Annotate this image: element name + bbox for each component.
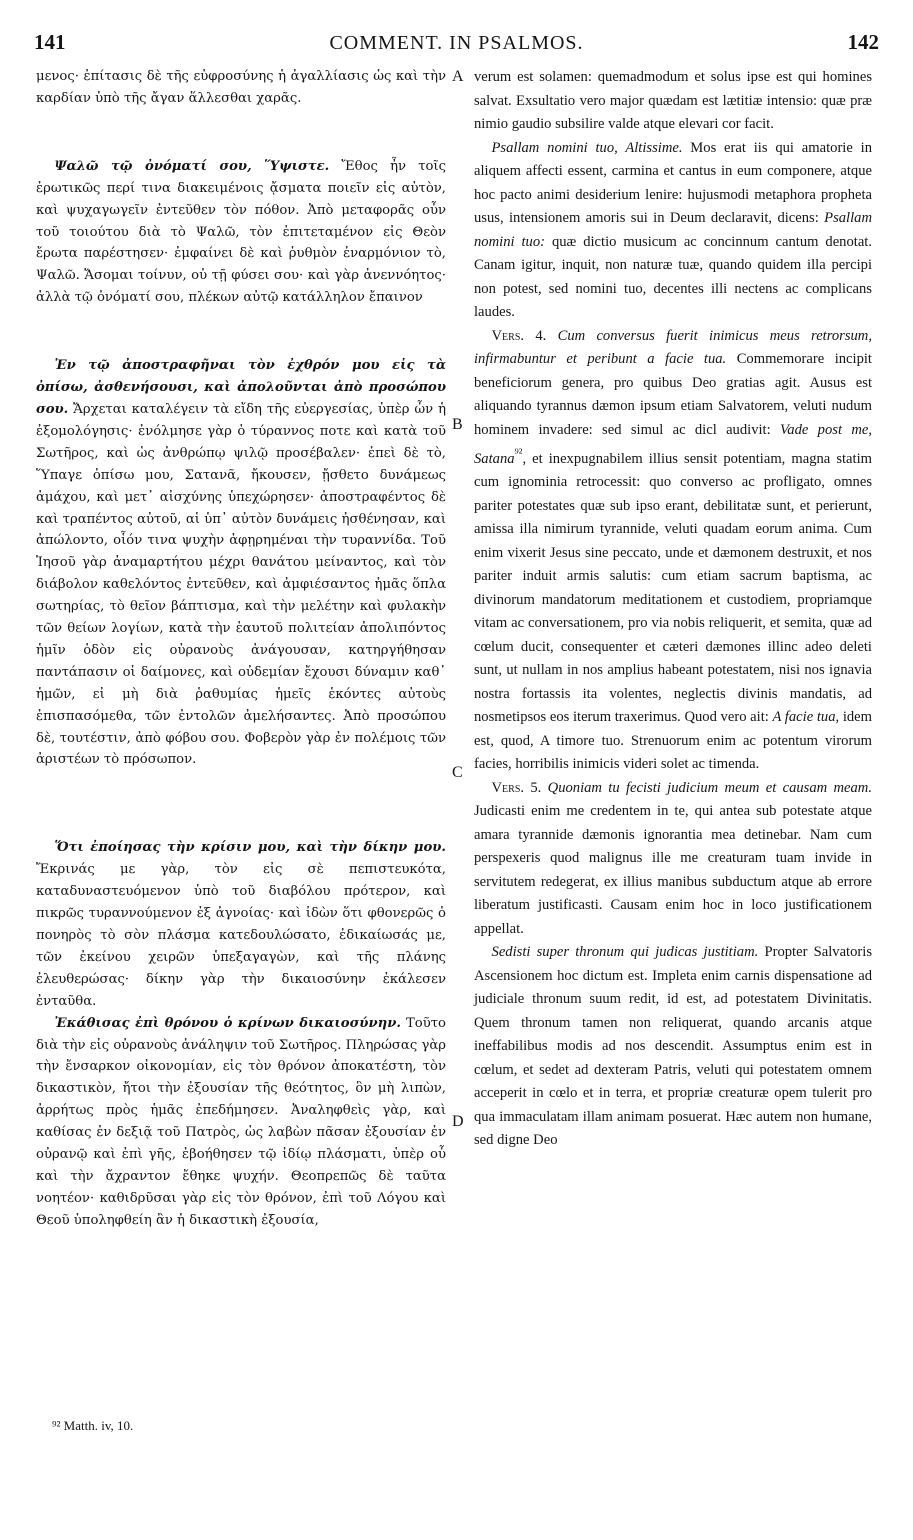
latin-paragraph: Sedisti super thronum qui judicas justitiam. Propter Salvatoris Ascensionem hoc dictum est. Impleta enim carnis dispensatione ad judiciale thronum suum redit, id est, ad potestatem Divinitatis. Quem thronum tamen non reliquerat, quando arcanis atque ineffabilibus modis ad nos descendit. Assumptus enim est in cœlum, et sedet ad dexteram Patris, veluti qui potestatem omnem acceperit in cœlo et in terra, et propriæ creaturæ opem tulerit pro qua immaculatam illam animam posuerat. Hæc autem non humane, sed digne Deo <box>474 944 872 1149</box>
footnote-ref: ⁹² <box>514 446 523 460</box>
greek-paragraph <box>36 156 446 309</box>
footnote: ⁹² Matth. iv, 10. <box>52 1418 134 1433</box>
greek-paragraph <box>36 1013 446 1232</box>
greek-lemma: Ψαλῶ τῷ ὀνόματί σου, Ὕψιστε. <box>54 158 330 174</box>
latin-lemma: Psallam nomini tuo, Altissime. <box>491 139 683 156</box>
running-title: COMMENT. IN PSALMOS. <box>329 32 584 54</box>
latin-quote: A facie tua <box>772 709 836 726</box>
greek-commentary: Ἄρχεται καταλέγειν τὰ εἴδη τῆς εὐεργεσίας, ὑπὲρ ὧν ἡ ἐξομολόγησις· ἐνόλμησε γὰρ ὁ τύραννος ποτε καὶ κατὰ τοῦ Σωτῆρος, καὶ ὡς ἀνθρώπῳ ψιλῷ προσέβαλεν· ἐπεὶ δὲ τὸ, Ὕπαγε ὀπίσω μου, Σατανᾶ, ἤκουσεν, ᾔσθετο δυνάμεως ἀμάχου, καὶ μετ᾽ αἰσχύνης ὑπεχώρησεν· ἀποστραφέντος δὲ καὶ τραπέντος αὐτοῦ, αἱ ὑπ᾽ αὐτὸν δυνάμεις ἠσθένησαν, καὶ ἀπώλοντο, οἷόν τινα ψυχὴν ἀφῃρημέναι τὴν τυραννίδα. Τοῦ Ἰησοῦ γὰρ ἀναμαρτήτου μέχρι θανάτου μείναντος, καὶ τὸν διάβολον καθελόντος ἐντεῦθεν, καὶ ἀμφιέσαντος ἡμᾶς ὅπλα σωτηρίας, τὸ θεῖον βάπτισμα, καὶ τὴν μελέτην καὶ φυλακὴν τῶν θείων λογίων, κατὰ τὴν ἑαυτοῦ πολιτείαν ἀπολιπόντος ἡμῖν ὁδὸν εἰς οὐρανοὺς ἀνάγουσαν, κατηργήθησαν παντάπασιν οἱ δαίμονες, καὶ οὐδεμίαν ἔχουσι δύναμιν καθ᾽ ἡμῶν, εἰ μὴ διὰ ῥαθυμίας ἡμεῖς ἑκόντες αὐτοὺς ἐπισπασόμεθα, τῶν ἐντολῶν ἀμελήσαντες. Ἀπὸ προσώπου δὲ, τουτέστιν, ἀπὸ φόβου σου. Φοβερὸν γὰρ ἐν πολέμοις τῶν ἀριστέων τὸ πρόσωπον. <box>36 401 446 768</box>
latin-paragraph: Vers. 5. Quoniam tu fecisti judicium meum et causam meam. Judicasti enim me credentem in te, qui antea sub potestate atque amara tyrannide dæmonis ignorantia mea detinebar. Nam cum perspexeris quod malignus ille me creaturam tuam invide in servitutem redegerat, ex illius manibus subductum atque ab errore liberatum justificasti. Causam enim hoc in loco justificationem appellat. <box>474 779 872 937</box>
margin-marker-d: D <box>452 1113 464 1130</box>
verse-label: Vers. 5. <box>491 779 542 796</box>
latin-lemma: Cum conversus fuerit inimicus meus retrorsum, infirmabuntur et peribunt a facie tua. <box>474 327 872 367</box>
latin-lemma: Quoniam tu fecisti judicium meum et causam meam. <box>541 779 872 796</box>
latin-column <box>474 66 872 1153</box>
greek-lemma: Ἐν τῷ ἀποστραφῆναι τὸν ἐχθρόν μου εἰς τὰ ὀπίσω, ἀσθενήσουσι, καὶ ἀπολοῦνται ἀπὸ προσώπου σου. <box>36 358 446 417</box>
greek-commentary: Ἔθος ἦν τοῖς ἐρωτικῶς περί τινα διακειμένοις ᾄσματα ποιεῖν εἰς αὐτὸν, καὶ ψυχαγωγεῖν ἐντεῦθεν τὸν πόθον. Ἀπὸ μεταφορᾶς οὖν τοῦ τοιούτου διὰ τὸ Ψαλῶ, τὸν ἐπιτεταμένον εἰς Θεὸν ἔρωτα παρέστησεν· ἐμφαίνει δὲ καὶ ῥυθμὸν ἐναρμόνιον τὸ, Ψαλῶ. Ἄσομαι τοίνυν, οὐ τῇ φύσει σου· καὶ γὰρ ἀνεννόητος· ἀλλὰ τῷ ὀνόματί σου, πλέκων αὐτῷ κατάλληλον ἔπαινον <box>36 158 446 306</box>
greek-paragraph: μενος· ἐπίτασις δὲ τῆς εὐφροσύνης ἡ ἀγαλλίασις ὡς καὶ τὴν καρδίαν ὑπὸ τῆς ἄγαν ἅλλεσθαι χαρᾶς. <box>36 69 446 106</box>
latin-paragraph: verum est solamen: quemadmodum et solus ipse est qui homines salvat. Exsultatio vero major quædam est lætitiæ intensio: quæ præ nimio gaudio subsilire valde atque elevari cor facit. <box>474 69 872 132</box>
greek-column <box>36 66 446 1232</box>
greek-lemma: Ὅτι ἐποίησας τὴν κρίσιν μου, καὶ τὴν δίκην μου. <box>54 840 446 856</box>
running-header <box>34 30 879 60</box>
margin-marker-c: C <box>452 764 463 781</box>
greek-paragraph <box>36 355 446 771</box>
latin-paragraph: Psallam nomini tuo, Altissime. Mos erat iis qui amatorie in aliquem affecti essent, carmina et cantus in eum componere, atque hoc pacto animi desiderium lenire: hujusmodi metaphora propheta usus, intensionem amoris sui in Deum declaravit, dicens: Psallam nomini tuo: quæ dictio musicum ac concinnum cantum denotat. Canam igitur, inquit, non naturæ tuæ, quando quidem illa percipi non potest, sed nomini tuo, decentes illi nectens ac complicans laudes. <box>474 139 873 320</box>
page-number-right: 142 <box>847 30 879 54</box>
margin-marker-a: A <box>452 68 464 85</box>
latin-lemma: Sedisti super thronum qui judicas justitiam. <box>491 944 759 961</box>
page-number-left: 141 <box>34 30 66 54</box>
latin-quote: Psallam nomini tuo: <box>474 210 872 250</box>
greek-paragraph <box>36 837 446 1012</box>
margin-marker-b: B <box>452 416 463 433</box>
latin-paragraph: Vers. 4. Cum conversus fuerit inimicus meus retrorsum, infirmabuntur et peribunt a facie tua. Commemorare incipit beneficiorum genera, pro quibus Deo gratias agit. Ausus est aliquando tyrannus dæmon ipsum etiam Salvatorem, veluti nudum hominem invadere: sed simul ac dicl audivit: Vade post me, Satana$^{^{92}}$, et inexpugnabilem illius sensit potentiam, magna statim cum ignominia retrocessit: quo converso ac profligato, omnes pariter potestates quæ sub ipso erant, debilitatæ sunt, et perierunt, amissa illa nimirum tyrannide, veluti quadam eorum anima. Cum enim vixerit Jesus sine peccato, unde et dæmonem destruxit, et nos pariter induit armis salutis: cum etiam sacrum baptisma, ac divinorum mandatorum meditationem et custodiem, propriamque vitam ac conversationem, pro via nobis reliquerit, et semita, quæ ad cœlum ducit, consequenter et cæteri dæmones illinc adeo deleti sunt, ut nullam in nos amplius habeant potestatem, nisi nos ignavia nostra fortassis ita volentes, neglectis divinis mandatis, ad nosmetipsos eos iterum traxerimus. Quod vero ait: A facie tua, idem est, quod, A timore tuo. Strenuorum enim ac potentum virorum facies, horribilis inimicis videri solet ac timenda. <box>474 327 873 773</box>
greek-commentary: Ἔκρινάς με γὰρ, τὸν εἰς σὲ πεπιστευκότα, καταδυναστευόμενον ὑπὸ τοῦ διαβόλου πρότερον, καὶ πικρῶς τυραννούμενον ἐξ ἀγνοίας· καὶ ἰδὼν ὅτι φθονερῶς ὁ πονηρὸς τὸ σὸν πλάσμα κατεδουλώσατο, ἐδικαίωσάς με, τῶν ἐκείνου χειρῶν ὑπεξαγαγὼν, καὶ τῆς πλάνης ἐλευθερώσας· δίκην γὰρ τὴν δικαιοσύνην ἐκάλεσεν ἐνταῦθα. <box>36 862 446 1009</box>
greek-commentary: Τοῦτο διὰ τὴν εἰς οὐρανοὺς ἀνάληψιν τοῦ Σωτῆρος. Πληρώσας γὰρ τὴν ἔνσαρκον οἰκονομίαν, εἰς τὸν θρόνον ἀποκατέστη, τὸν δικαστικὸν, ἤτοι τὴν ἐξουσίαν τῆς θεότητος, ὃν μὴ λιπὼν, ἀρρήτως πρὸς ἡμᾶς ἐπεδήμησεν. Ἀναληφθεὶς γὰρ, καὶ καθίσας ἐν δεξιᾷ τοῦ Πατρὸς, ὡς λαβὼν πᾶσαν ἐξουσίαν ἐν οὐρανῷ καὶ ἐπὶ γῆς, ἐβοήθησεν τῷ ἰδίῳ πλάσματι, ὑπὲρ οὗ καὶ τὴν ἄχραντον ἔθηκε ψυχήν. Θεοπρεπῶς δὲ ταῦτα νοητέον· καθιδρῦσαι γὰρ εἰς τὸν θρόνον, ἐπὶ τοῦ Λόγου καὶ Θεοῦ ὑποληφθείη ἂν ἡ δικαστικὴ ἐξουσία, <box>36 1015 446 1228</box>
verse-label: Vers. 4. <box>491 327 547 344</box>
greek-lemma: Ἐκάθισας ἐπὶ θρόνου ὁ κρίνων δικαιοσύνην. <box>54 1015 401 1031</box>
latin-quote: Vade post me, Satana <box>474 421 872 467</box>
